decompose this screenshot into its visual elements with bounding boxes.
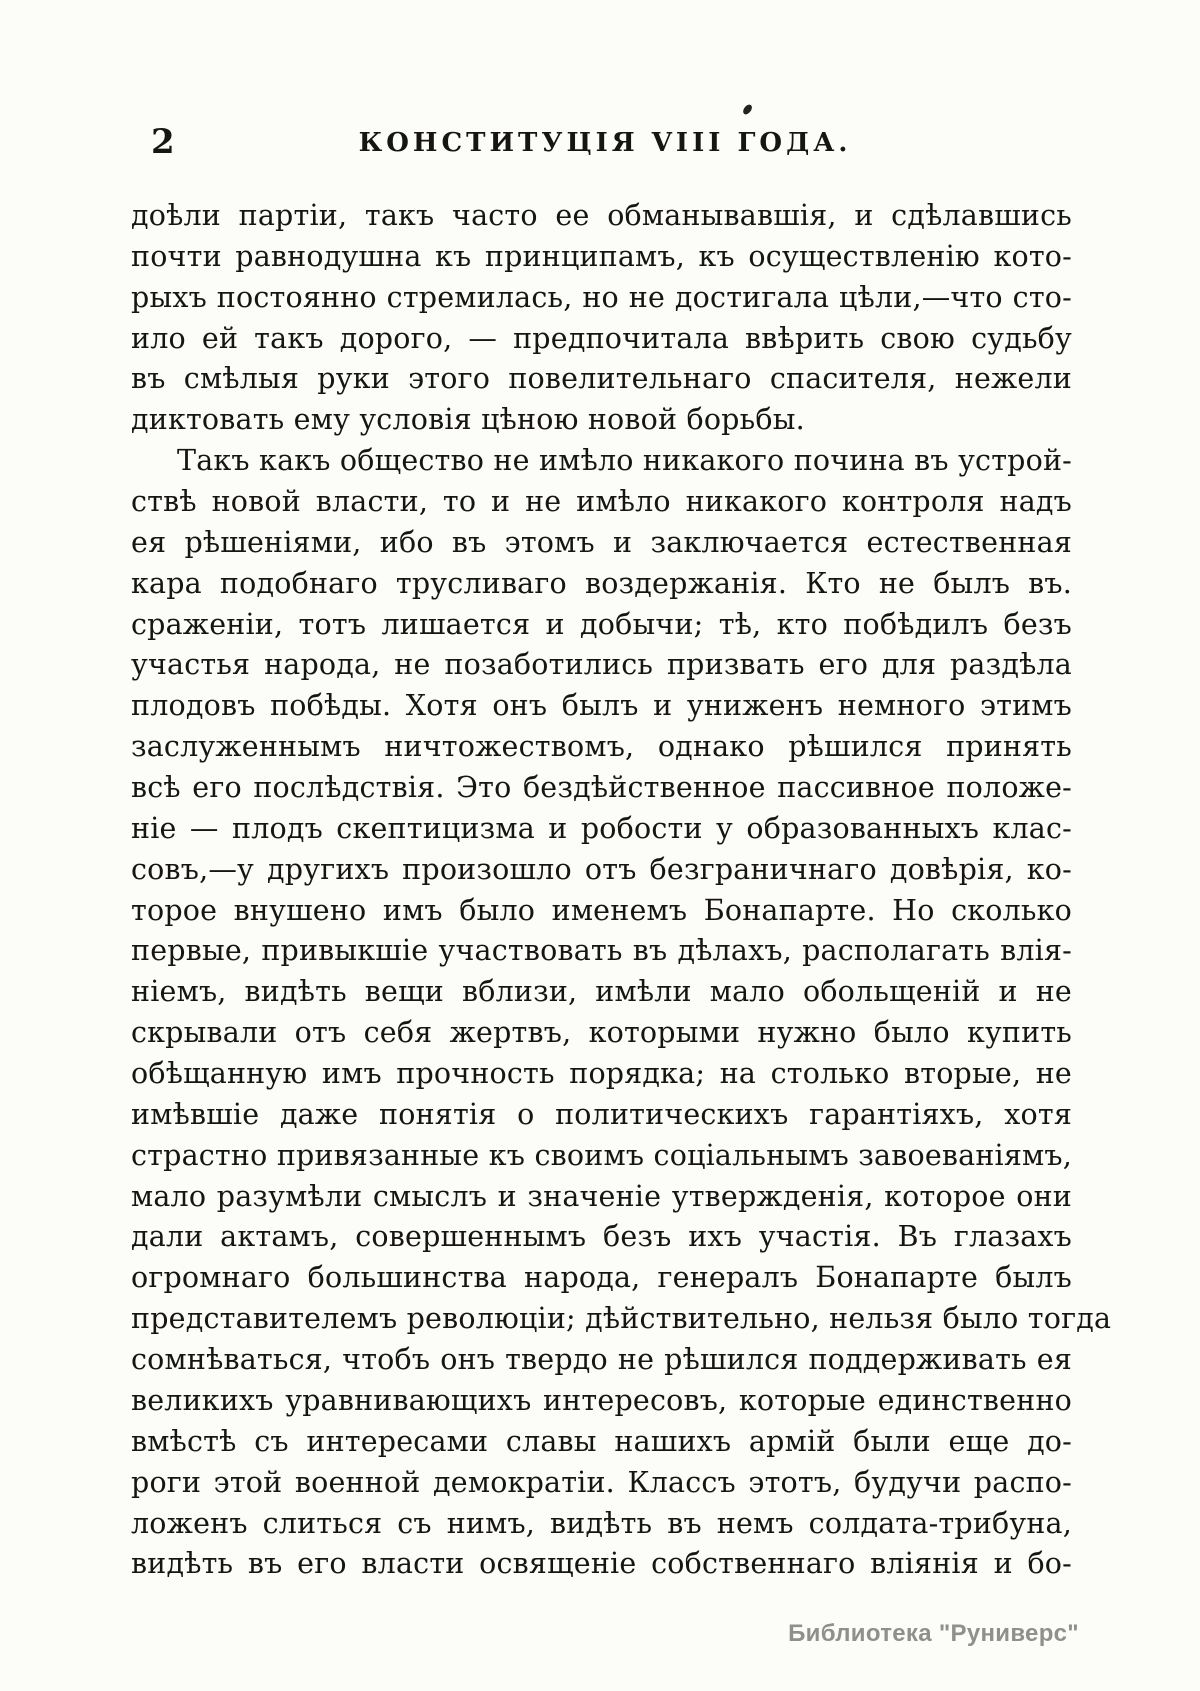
text-line: доѣли партіи, такъ часто ее обманывавшія, и сдѣлавшись bbox=[131, 199, 1072, 232]
text-line: великихъ уравнивающихъ интересовъ, которые единственно bbox=[131, 1383, 1072, 1417]
text-line: кара подобнаго трусливаго воздержанія. Кто не былъ въ. bbox=[131, 566, 1072, 600]
text-line: ніе — плодъ скептицизма и робости у образованныхъ клас- bbox=[131, 811, 1072, 845]
text-line: совъ,—у другихъ произошло отъ безграничнаго довѣрія, ко- bbox=[131, 852, 1072, 886]
library-watermark: Библиотека "Руниверс" bbox=[788, 1620, 1079, 1647]
text-line: первые, привыкшіе участвовать въ дѣлахъ, располагать влія- bbox=[131, 934, 1072, 968]
text-line: обѣщанную имъ прочность порядка; на столько вторые, не bbox=[131, 1057, 1072, 1091]
text-line: въ смѣлыя руки этого повелительнаго спасителя, нежели bbox=[131, 362, 1072, 396]
ink-speck-icon bbox=[741, 103, 753, 116]
text-line: всѣ его послѣдствія. Это бездѣйственное пассивное положе- bbox=[131, 771, 1072, 805]
text-line: почти равнодушна къ принципамъ, къ осуществленію кото- bbox=[131, 239, 1072, 273]
text-line: мало разумѣли смыслъ и значеніе утвержденія, которое они bbox=[131, 1179, 1072, 1213]
text-line: видѣть въ его власти освященіе собственнаго вліянія и бо- bbox=[131, 1547, 1072, 1581]
page-number: 2 bbox=[151, 122, 176, 162]
text-line: ложенъ слиться съ нимъ, видѣть въ немъ солдата-трибуна, bbox=[131, 1506, 1072, 1540]
running-header-title: КОНСТИТУЦІЯ VIII ГОДА. bbox=[358, 128, 852, 158]
text-line: плодовъ побѣды. Хотя онъ былъ и униженъ немного этимъ bbox=[131, 689, 1072, 723]
text-line: заслуженнымъ ничтожествомъ, однако рѣшился принять bbox=[131, 730, 1072, 764]
text-line: диктовать ему условія цѣною новой борьбы. bbox=[131, 403, 805, 437]
text-line: участья народа, не позаботились призвать его для раздѣла bbox=[131, 648, 1072, 682]
text-line: торое внушено имъ было именемъ Бонапарте. Но сколько bbox=[131, 893, 1072, 927]
text-line: ствѣ новой власти, то и не имѣло никакого контроля надъ bbox=[131, 485, 1072, 519]
paragraph bbox=[131, 196, 1072, 441]
text-line: представителемъ революціи; дѣйствительно, нельзя было тогда bbox=[131, 1302, 1112, 1336]
text-line: имѣвшіе даже понятія о политическихъ гарантіяхъ, хотя bbox=[131, 1097, 1072, 1131]
text-line: ило ей такъ дорого, — предпочитала ввѣрить свою судьбу bbox=[131, 321, 1072, 355]
text-line: сомнѣваться, чтобъ онъ твердо не рѣшился поддерживать ея bbox=[131, 1343, 1072, 1377]
text-line: ніемъ, видѣть вещи вблизи, имѣли мало обольщеній и не bbox=[131, 975, 1072, 1009]
page-text bbox=[131, 196, 1112, 1585]
text-line: ея рѣшеніями, ибо въ этомъ и заключается естественная bbox=[131, 525, 1072, 559]
text-line: рыхъ постоянно стремилась, но не достигала цѣли,—что сто- bbox=[131, 280, 1072, 314]
text-line: огромнаго большинства народа, генералъ Бонапарте былъ bbox=[131, 1261, 1072, 1295]
text-line: страстно привязанные къ своимъ соціальнымъ завоеваніямъ, bbox=[131, 1138, 1072, 1172]
text-line: скрывали отъ себя жертвъ, которыми нужно было купить bbox=[131, 1016, 1072, 1050]
text-line: роги этой военной демократіи. Классъ этотъ, будучи распо- bbox=[131, 1465, 1072, 1499]
text-line: вмѣстѣ съ интересами славы нашихъ армій были еще до- bbox=[131, 1424, 1072, 1458]
text-line: сраженіи, тотъ лишается и добычи; тѣ, кто побѣдилъ безъ bbox=[131, 607, 1072, 641]
text-line: дали актамъ, совершеннымъ безъ ихъ участія. Въ глазахъ bbox=[131, 1220, 1072, 1254]
text-line: Такъ какъ общество не имѣло никакого почина въ устрой- bbox=[177, 444, 1072, 478]
paragraph bbox=[131, 441, 1112, 1585]
